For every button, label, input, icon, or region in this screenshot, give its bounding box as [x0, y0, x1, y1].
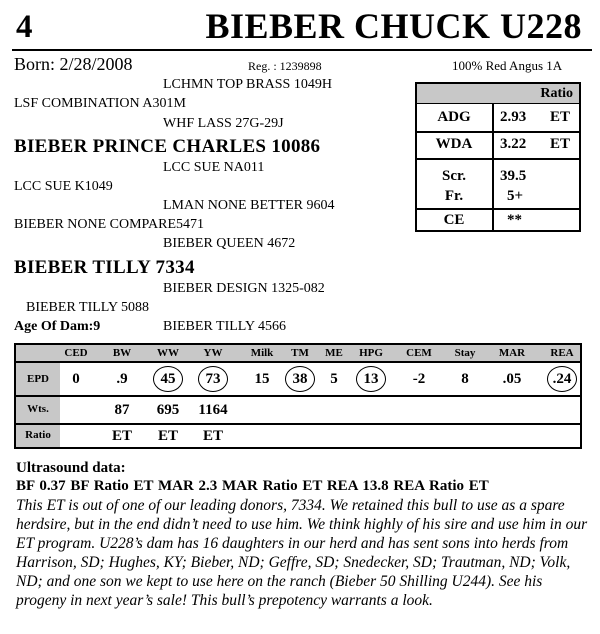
epd-col-me: ME: [325, 347, 343, 359]
calving-ease-label: CE: [443, 212, 465, 228]
pedigree-sire-dam-sire: LCC SUE NA011: [163, 160, 265, 175]
epd-ww-value: 45: [138, 370, 198, 388]
adg-ratio: ET: [550, 109, 571, 125]
pedigree-dam-dam-sire: BIEBER DESIGN 1325-082: [163, 281, 325, 296]
pedigree-dam: BIEBER TILLY 7334: [14, 257, 195, 278]
epd-rea-value: .24: [532, 370, 592, 388]
registration-number: Reg. : 1239898: [248, 59, 322, 73]
bull-description: This ET is out of one of our leading donors, 7334. We retained this bull to use as a spare herdsire, but in the end didn’t need to use him. We think highly of his sire and use him in our ET program. U228’s dam has 16 daughters in our herd and has sent sons into herds from Harrison, SD; Hughes, KY; Bieber, ND; Geffre, SD; Snedecker, SD; Trautman, ND; Volk, ND; and one son we kept to use here on the ranch (Bieber 50 Shilling U244). See his progeny in next year’s sale! This bull’s prepotency warrants a look.: [16, 497, 588, 609]
ratio-box-rule: [417, 131, 579, 133]
header-rule: [12, 49, 592, 51]
epd-col-mar: MAR: [498, 347, 526, 359]
epd-milk-value: 15: [254, 371, 270, 387]
epd-col-tm: TM: [291, 347, 309, 359]
wts-row-label: Wts.: [27, 403, 49, 415]
pedigree-sire: BIEBER PRINCE CHARLES 10086: [14, 136, 321, 157]
wts-ww-value: 695: [156, 402, 180, 418]
ratio-box-rule: [417, 158, 579, 160]
lot-number: 4: [16, 9, 33, 45]
epd-yw-value: 73: [183, 370, 243, 388]
ratio-header-label: Ratio: [540, 86, 573, 101]
adg-label: ADG: [437, 109, 471, 125]
epd-col-cem: CEM: [406, 347, 432, 359]
frame-value: 5+: [507, 188, 524, 204]
epd-col-rea: REA: [550, 347, 574, 359]
pedigree-dam-sire: BIEBER NONE COMPARE5471: [14, 217, 205, 232]
age-of-dam: Age Of Dam:9: [14, 319, 101, 334]
ultrasound-data: BF 0.37 BF Ratio ET MAR 2.3 MAR Ratio ET REA 13.8 REA Ratio ET: [16, 478, 489, 494]
wda-label: WDA: [435, 136, 473, 152]
ratio-box-rule: [417, 208, 579, 210]
frame-label: Fr.: [444, 188, 464, 204]
epd-rule: [16, 395, 580, 397]
epd-mar-value: .05: [502, 371, 522, 387]
pedigree-dam-dam-dam: BIEBER TILLY 4566: [163, 319, 287, 334]
scrotal-label: Scr.: [441, 168, 467, 184]
ratio-box-divider: [492, 104, 494, 230]
epd-ced-value: 0: [72, 371, 80, 387]
wda-ratio: ET: [550, 136, 571, 152]
birth-date: Born: 2/28/2008: [14, 54, 133, 74]
epd-col-milk: Milk: [250, 347, 274, 359]
pedigree-sire-sire-sire: LCHMN TOP BRASS 1049H: [163, 77, 332, 92]
pedigree-sire-dam-dam: LMAN NONE BETTER 9604: [163, 198, 335, 213]
pedigree-dam-dam: BIEBER TILLY 5088: [26, 300, 150, 315]
performance-ratio-box: [415, 82, 581, 232]
epd-row-label: EPD: [27, 373, 49, 385]
pedigree-sire-dam: LCC SUE K1049: [14, 179, 113, 194]
ratio-row-label: Ratio: [25, 429, 51, 441]
epd-rule: [16, 361, 580, 363]
epd-stay-value: 8: [461, 371, 469, 387]
wts-bw-value: 87: [114, 402, 130, 418]
wts-yw-value: 1164: [198, 402, 228, 418]
breed-label: 100% Red Angus 1A: [452, 58, 563, 73]
epd-rule: [16, 423, 580, 425]
epd-me-value: 5: [330, 371, 338, 387]
pedigree-sire-sire-dam: WHF LASS 27G-29J: [163, 116, 284, 131]
calving-ease-value: **: [507, 212, 522, 228]
scrotal-value: 39.5: [500, 168, 527, 184]
pedigree-sire-sire: LSF COMBINATION A301M: [14, 96, 186, 111]
pedigree-dam-sire-dam: BIEBER QUEEN 4672: [163, 236, 296, 251]
ultrasound-title: Ultrasound data:: [16, 460, 126, 476]
epd-col-yw: YW: [203, 347, 223, 359]
epd-cem-value: -2: [412, 371, 426, 387]
epd-col-bw: BW: [112, 347, 132, 359]
epd-col-ww: WW: [157, 347, 179, 359]
wda-value: 3.22: [500, 136, 527, 152]
epd-hpg-value: 13: [341, 370, 401, 388]
epd-bw-value: .9: [116, 371, 128, 387]
epd-tm-value: 38: [270, 370, 330, 388]
animal-name: BIEBER CHUCK U228: [205, 6, 582, 46]
ratio-yw-value: ET: [202, 428, 223, 444]
ratio-ww-value: ET: [157, 428, 178, 444]
epd-col-stay: Stay: [454, 347, 476, 359]
adg-value: 2.93: [500, 109, 527, 125]
ratio-bw-value: ET: [111, 428, 132, 444]
epd-col-ced: CED: [64, 347, 88, 359]
epd-table: [14, 343, 582, 449]
epd-col-hpg: HPG: [359, 347, 383, 359]
